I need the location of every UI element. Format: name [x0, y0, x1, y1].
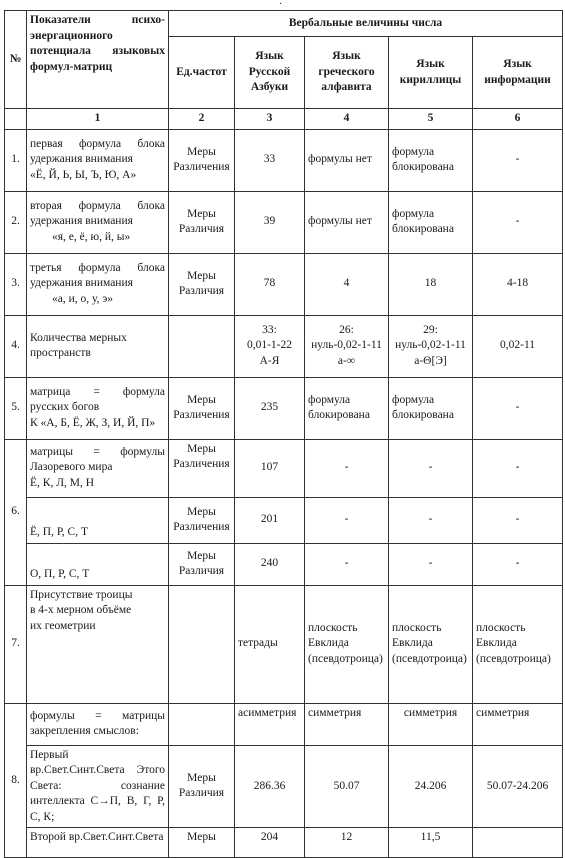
frequency-unit-cell: Меры Различения: [169, 129, 235, 191]
column-number: 3: [235, 109, 305, 130]
greek-value-cell: формула блокирована: [305, 377, 389, 439]
header-greek-alphabet: Язык греческого алфавита: [305, 37, 389, 109]
row-number: 7.: [5, 585, 27, 703]
row-number: 1.: [5, 129, 27, 191]
column-number: 6: [473, 109, 563, 130]
frequency-unit-cell: Меры Различия: [169, 253, 235, 315]
indicator-text: третья формула блока удержания внимания: [30, 261, 165, 290]
indicator-cell: [27, 377, 169, 439]
frequency-unit-cell: [169, 315, 235, 377]
frequency-unit-cell: [169, 585, 235, 703]
table-row: [5, 253, 563, 315]
indicator-text: вторая формула блока удержания внимания: [30, 199, 165, 228]
indicator-cell: Количества мерных пространств: [27, 315, 169, 377]
information-value-cell: симметрия: [473, 703, 563, 745]
greek-value-cell: симметрия: [305, 703, 389, 745]
information-value-cell: [473, 828, 563, 858]
indicator-letters: К «А, Б, Ё, Ж, З, И, Й, П»: [30, 416, 156, 429]
greek-value-cell: формулы нет: [305, 129, 389, 191]
indicator-cell: Первый вр.Свет.Синт.Света Этого Света: сознание интеллекта С→П, В, Г, Р, С, К;: [27, 745, 169, 828]
column-number: 1: [27, 109, 169, 130]
frequency-unit-cell: Меры Различия: [169, 745, 235, 828]
cyrillic-value-cell: плоскость Евклида (псевдотроица): [389, 585, 473, 703]
formula-matrix-table: [4, 10, 563, 858]
table-row: [5, 191, 563, 253]
table-row: [5, 439, 563, 497]
table-row: [5, 828, 563, 858]
frequency-unit-cell: Меры: [169, 828, 235, 858]
information-value-cell: 0,02-11: [473, 315, 563, 377]
greek-value-cell: 26: нуль-0,02-1-11 а-∞: [305, 315, 389, 377]
cyrillic-value-cell: формула блокирована: [389, 191, 473, 253]
indicator-letters: Ё, К, Л, М, Н: [30, 476, 95, 489]
cyrillic-value-cell: симметрия: [389, 703, 473, 745]
header-frequency-unit: Ед.частот: [169, 37, 235, 109]
information-value-cell: плоскость Евклида (псевдотроица): [473, 585, 563, 703]
information-value-cell: -: [473, 439, 563, 497]
information-value-cell: 4-18: [473, 253, 563, 315]
indicator-text: матрица = формула русских богов: [30, 385, 165, 414]
row-number: 4.: [5, 315, 27, 377]
indicator-letters: «я, е, ё, ю, й, ы»: [52, 230, 131, 243]
table-row: [5, 497, 563, 543]
russian-value-cell: 240: [235, 543, 305, 585]
row-number: 8.: [5, 703, 27, 858]
table-row: [5, 315, 563, 377]
table-row: [5, 543, 563, 585]
row-number: 3.: [5, 253, 27, 315]
row-number: 5.: [5, 377, 27, 439]
table-row: [5, 745, 563, 828]
indicator-cell: [27, 253, 169, 315]
greek-value-cell: -: [305, 439, 389, 497]
information-value-cell: -: [473, 497, 563, 543]
russian-value-cell: 78: [235, 253, 305, 315]
indicator-cell: формулы = матрицы закрепления смыслов:: [27, 703, 169, 745]
column-number: 2: [169, 109, 235, 130]
cyrillic-value-cell: 29: нуль-0,02-1-11 а-Θ[Э]: [389, 315, 473, 377]
cyrillic-value-cell: -: [389, 497, 473, 543]
frequency-unit-cell: Меры Различия: [169, 191, 235, 253]
russian-value-cell: 39: [235, 191, 305, 253]
indicator-text: первая формула блока удержания внимания: [30, 137, 165, 166]
indicator-cell: [27, 191, 169, 253]
information-value-cell: -: [473, 191, 563, 253]
indicator-text: матрицы = формулы Лазоревого мира: [30, 445, 165, 474]
russian-value-cell: асимметрия: [235, 703, 305, 745]
table-row: [5, 585, 563, 703]
russian-value-cell: 286.36: [235, 745, 305, 828]
header-cyrillic: Язык кириллицы: [389, 37, 473, 109]
russian-value-cell: 201: [235, 497, 305, 543]
indicator-cell: [27, 129, 169, 191]
column-number: 5: [389, 109, 473, 130]
information-value-cell: 50.07-24.206: [473, 745, 563, 828]
indicator-cell: Второй вр.Свет.Синт.Света: [27, 828, 169, 858]
top-mark: ·: [279, 0, 283, 10]
header-number: №: [5, 11, 27, 109]
column-number: 4: [305, 109, 389, 130]
information-value-cell: -: [473, 129, 563, 191]
indicator-letters: О, П, Р, С, Т: [27, 543, 169, 585]
header-indicators: Показатели психо-энергационного потенциала языковых формул-матриц: [27, 11, 169, 109]
greek-value-cell: 4: [305, 253, 389, 315]
cyrillic-value-cell: 18: [389, 253, 473, 315]
indicator-cell: [27, 439, 169, 497]
header-russian-azbuka: Язык Русской Азбуки: [235, 37, 305, 109]
frequency-unit-cell: [169, 703, 235, 745]
row-number: 2.: [5, 191, 27, 253]
information-value-cell: -: [473, 377, 563, 439]
greek-value-cell: 12: [305, 828, 389, 858]
greek-value-cell: 50.07: [305, 745, 389, 828]
indicator-cell: Присутствие троицы в 4-х мерном объёме их геометрии: [27, 585, 169, 703]
russian-value-cell: 235: [235, 377, 305, 439]
indicator-letters: Ё, П, Р, С, Т: [27, 497, 169, 543]
table-row: [5, 703, 563, 745]
cyrillic-value-cell: формула блокирована: [389, 129, 473, 191]
header-row-1: [5, 11, 563, 37]
greek-value-cell: формулы нет: [305, 191, 389, 253]
russian-value-cell: 107: [235, 439, 305, 497]
cyrillic-value-cell: формула блокирована: [389, 377, 473, 439]
greek-value-cell: -: [305, 543, 389, 585]
russian-value-cell: 33: 0,01-1-22 А-Я: [235, 315, 305, 377]
header-information: Язык информации: [473, 37, 563, 109]
cyrillic-value-cell: -: [389, 543, 473, 585]
russian-value-cell: 204: [235, 828, 305, 858]
frequency-unit-cell: Меры Различения: [169, 439, 235, 497]
indicator-letters: «Ё, Й, Ь, Ы, Ъ, Ю, А»: [30, 168, 137, 181]
russian-value-cell: 33: [235, 129, 305, 191]
indicator-letters: «а, и, о, у, э»: [52, 292, 114, 305]
frequency-unit-cell: Меры Различения: [169, 497, 235, 543]
table-row: [5, 129, 563, 191]
russian-value-cell: тетрады: [235, 585, 305, 703]
frequency-unit-cell: Меры Различия: [169, 543, 235, 585]
header-verbal-values: Вербальные величины числа: [169, 11, 563, 37]
row-number: 6.: [5, 439, 27, 585]
column-number-row: [5, 109, 563, 130]
cyrillic-value-cell: 11,5: [389, 828, 473, 858]
greek-value-cell: -: [305, 497, 389, 543]
cyrillic-value-cell: 24.206: [389, 745, 473, 828]
information-value-cell: -: [473, 543, 563, 585]
greek-value-cell: плоскость Евклида (псевдотроица): [305, 585, 389, 703]
cyrillic-value-cell: -: [389, 439, 473, 497]
table-row: [5, 377, 563, 439]
frequency-unit-cell: Меры Различения: [169, 377, 235, 439]
